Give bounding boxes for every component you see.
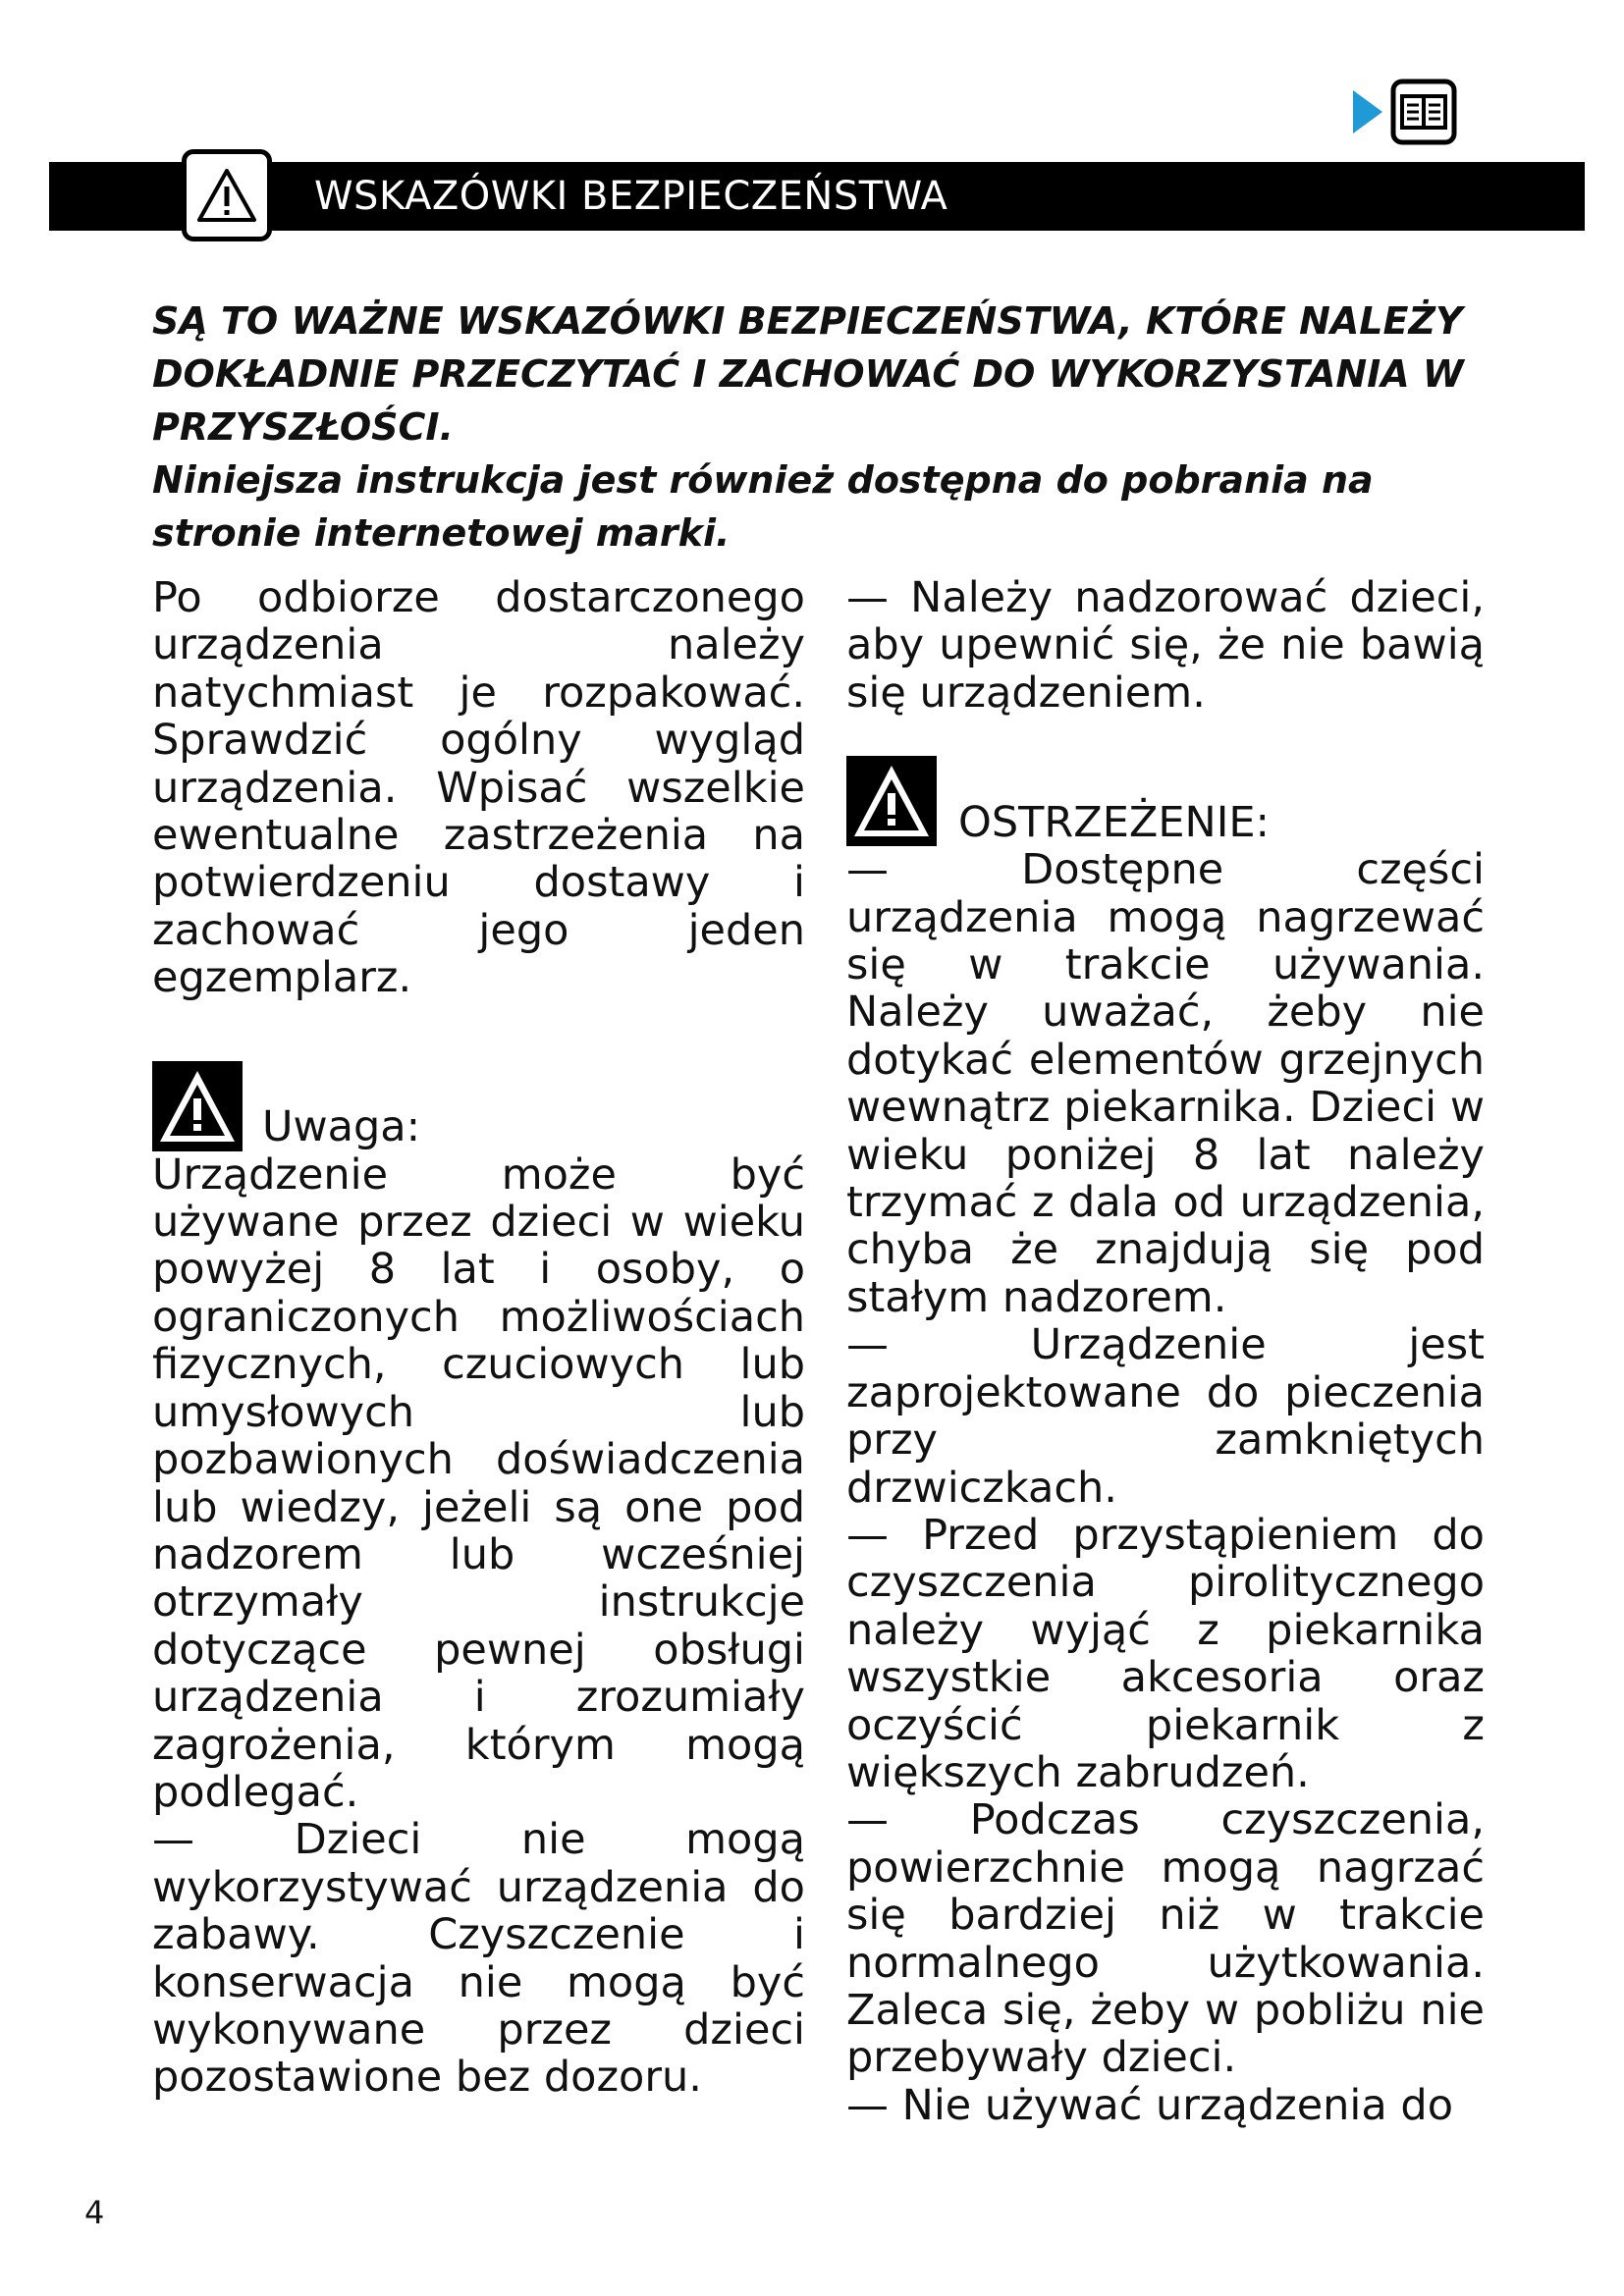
intro-important-notice: SĄ TO WAŻNE WSKAZÓWKI BEZPIECZEŃSTWA, KTÓRE NALEŻY DOKŁADNIE PRZECZYTAĆ I ZACHOWAĆ DO WYKORZYSTANIA W PRZYSZŁOŚCI. [152,299,1464,449]
children-paragraph: — Dzieci nie mogą wykorzystywać urządzenia do zabawy. Czyszczenie i konserwacja nie mogą być wykonywane przez dzieci pozostawione bez dozoru. [152,1815,805,2103]
warning-triangle-icon [195,167,258,224]
play-arrow-icon[interactable] [1353,90,1382,133]
manual-navigation[interactable] [1353,79,1457,145]
cleaning-heat-paragraph: — Podczas czyszczenia, powierzchnie mogą nagrzać się bardziej niż w trakcie normalnego użytkowania. Zaleca się, żeby w pobliżu nie przebywały dzieci. [846,1795,1485,2083]
caution-paragraph: Urządzenie może być używane przez dzieci w wieku powyżej 8 lat i osoby, o ograniczonych możliwościach fizycznych, czuciowych lub umysłowych lub pozbawionych doświadczenia lub wiedzy, jeżeli są one pod nadzorem lub wcześniej otrzymały instrukcje dotyczące pewnej obsługi urządzenia i zrozumiały zagrożenia, którym mogą podlegać. [152,1149,805,1817]
intro-block [152,294,1527,560]
door-closed-paragraph: — Urządzenie jest zaprojektowane do pieczenia przy zamkniętych drzwiczkach. [846,1320,1485,1513]
warning-icon [152,1061,243,1151]
supervise-paragraph: — Należy nadzorować dzieci, aby upewnić się, że nie bawią się urządzeniem. [846,573,1485,718]
warning-icon [846,756,937,846]
warning-heading: OSTRZEŻENIE: [958,797,1271,847]
header-warning-badge [182,149,272,241]
warning-heading-row [846,756,1485,846]
caution-heading-row [152,1061,805,1151]
continuation-paragraph: — Nie używać urządzenia do [846,2080,1453,2130]
manual-book-icon[interactable] [1390,79,1457,145]
caution-heading: Uwaga: [262,1102,421,1152]
hot-parts-paragraph: — Dostępne części urządzenia mogą nagrzewać się w trakcie używania. Należy uważać, żeby nie dotykać elementów grzejnych wewnątrz piekarnika. Dzieci w wieku poniżej 8 lat należy trzymać z dala od urządzenia, chyba że znajdują się pod stałym nadzorem. [846,845,1485,1322]
left-column [152,574,805,2102]
page-number: 4 [84,2194,105,2231]
delivery-paragraph: Po odbiorze dostarczonego urządzenia należy natychmiast je rozpakować. Sprawdzić ogólny wygląd urządzenia. Wpisać wszelkie ewentualne zastrzeżenia na potwierdzeniu dostawy i zachować jego jeden egzemplarz. [152,573,805,1003]
section-title: WSKAZÓWKI BEZPIECZEŃSTWA [314,174,948,219]
intro-download-notice: Niniejsza instrukcja jest również dostępna do pobrania na stronie internetowej marki. [152,458,1374,555]
pyrolytic-paragraph: — Przed przystąpieniem do czyszczenia pirolitycznego należy wyjąć z piekarnika wszystkie akcesoria oraz oczyścić piekarnik z większych zabrudzeń. [846,1510,1485,1797]
right-column [846,574,1485,2129]
